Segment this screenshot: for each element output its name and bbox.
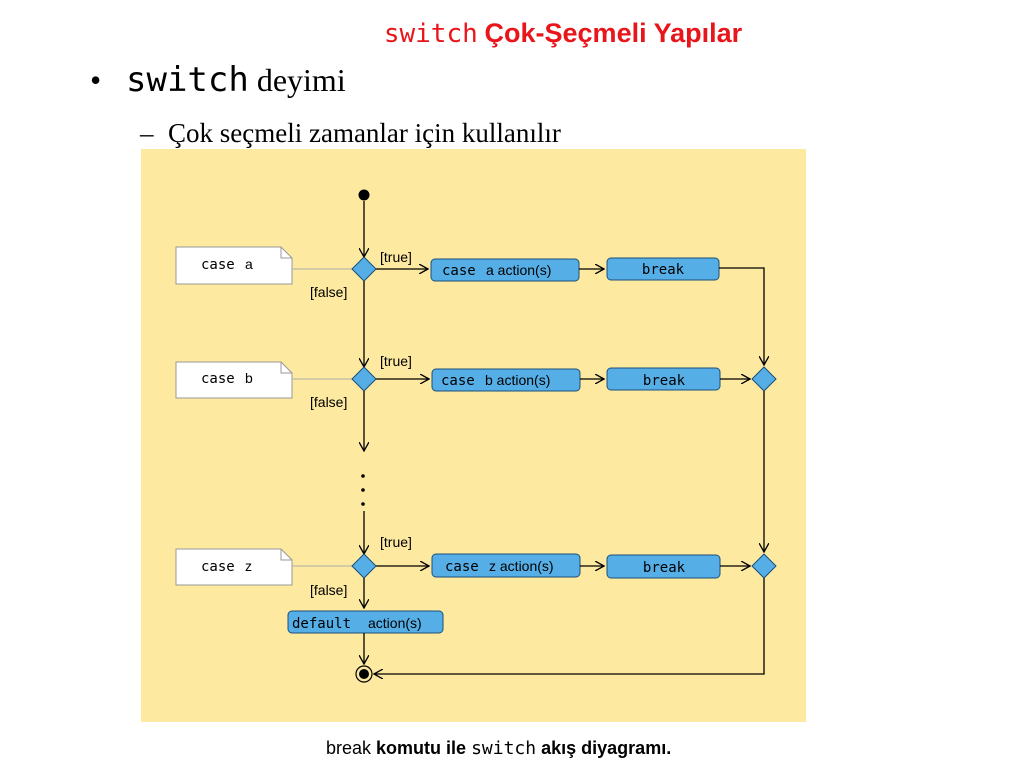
- caption-part3: akış diyagramı.: [541, 738, 672, 758]
- case-a-note-var: a: [245, 256, 253, 272]
- decision-b: [352, 367, 376, 391]
- default-text: action(s): [368, 615, 422, 631]
- case-a-action-text: a action(s): [486, 262, 552, 278]
- case-b-note-var: b: [245, 370, 253, 386]
- bullet-text: deyimi: [256, 62, 346, 98]
- case-b-action-text: b action(s): [485, 372, 551, 388]
- true-label-a: [true]: [380, 249, 412, 265]
- true-label-z: [true]: [380, 534, 412, 550]
- title-text: Çok-Şeçmeli Yapılar: [484, 18, 743, 48]
- case-z-action-kw: case: [445, 559, 479, 575]
- caption-part1: break: [326, 738, 372, 758]
- default-kw: default: [292, 616, 352, 632]
- false-label-a: [false]: [310, 284, 348, 300]
- case-b-action-kw: case: [441, 373, 475, 389]
- sub-bullet-text: Çok seçmeli zamanlar için kullanılır: [168, 118, 561, 148]
- false-label-z: [false]: [310, 582, 348, 598]
- break-a-label: break: [641, 262, 685, 278]
- slide-title: [0, 18, 1024, 49]
- case-z-note-var: z: [245, 558, 252, 574]
- true-label-b: [true]: [380, 353, 412, 369]
- final-node: [356, 666, 372, 682]
- bullet-marker: •: [90, 62, 102, 98]
- ellipsis-dots: [361, 474, 365, 506]
- case-z-action-text: z action(s): [489, 558, 554, 574]
- case-a-action-kw: case: [442, 263, 476, 279]
- bullet-code: switch: [126, 60, 249, 100]
- initial-node: [359, 190, 370, 201]
- caption-part2: komutu ile: [376, 738, 467, 758]
- switch-activity-diagram: [141, 149, 806, 722]
- diagram-canvas: [141, 149, 806, 722]
- merge-b: [752, 367, 776, 391]
- case-z-note-kw: case: [201, 559, 235, 575]
- break-b-label: break: [642, 373, 686, 389]
- case-a-note-kw: case: [201, 257, 235, 273]
- false-label-b: [false]: [310, 394, 348, 410]
- case-b-note-kw: case: [201, 371, 235, 387]
- merge-z: [752, 554, 776, 578]
- bullet-item: [90, 60, 346, 100]
- figure-caption: [326, 738, 671, 759]
- sub-bullet-marker: –: [140, 118, 154, 148]
- break-z-label: break: [642, 560, 686, 576]
- case-b-row: [176, 353, 776, 451]
- case-z-row: [176, 534, 776, 608]
- decision-z: [352, 554, 376, 578]
- caption-code: switch: [471, 738, 537, 759]
- case-a-row: [176, 247, 719, 367]
- title-code: switch: [383, 19, 478, 49]
- decision-a: [352, 257, 376, 281]
- sub-bullet-item: [140, 118, 561, 149]
